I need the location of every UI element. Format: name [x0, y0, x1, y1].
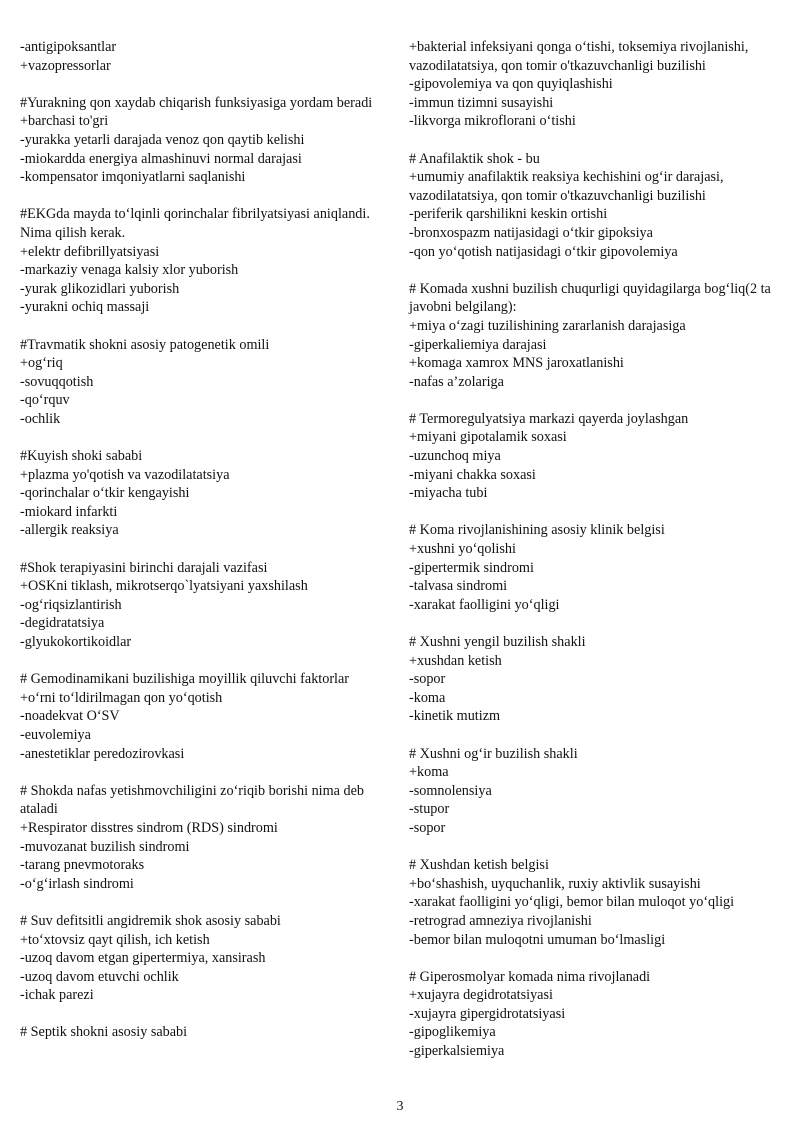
- wrong-answer: -muvozanat buzilish sindromi: [20, 838, 190, 855]
- wrong-answer: -qorinchalar o‘tkir kengayishi: [20, 485, 190, 502]
- question-text: # Koma rivojlanishining asosiy klinik belgisi: [409, 522, 665, 539]
- wrong-answer: -anestetiklar peredozirovkasi: [20, 745, 185, 762]
- left-column: [20, 38, 388, 1061]
- wrong-answer: -miyani chakka soxasi: [409, 466, 536, 483]
- question-text: #Kuyish shoki sababi: [20, 448, 143, 465]
- question-text: # Xushni og‘ir buzilish shakli: [409, 745, 578, 762]
- correct-answer: +to‘xtovsiz qayt qilish, ich ketish: [20, 931, 210, 948]
- question-block: [20, 782, 388, 894]
- wrong-answer: -kinetik mutizm: [409, 708, 501, 725]
- wrong-answer: -qo‘rquv: [20, 392, 70, 409]
- question-block: [409, 280, 789, 392]
- correct-answer: +og‘riq: [20, 355, 63, 372]
- wrong-answer: -bemor bilan muloqotni umuman bo‘lmasligi: [409, 931, 666, 948]
- correct-answer: +Respirator disstres sindrom (RDS) sindromi: [20, 819, 278, 836]
- question-text: # Xushni yengil buzilish shakli: [409, 634, 586, 650]
- question-text: # Giperosmolyar komada nima rivojlanadi: [409, 968, 651, 985]
- wrong-answer: -xarakat faolligini yo‘qligi: [409, 596, 560, 613]
- correct-answer: +xujayra degidrotatsiyasi: [409, 987, 553, 1004]
- wrong-answer: -sopor: [409, 819, 446, 836]
- wrong-answer: -ichak parezi: [20, 987, 94, 1004]
- wrong-answer: -noadekvat O‘SV: [20, 708, 120, 725]
- correct-answer: +OSKni tiklash, mikrotserqo`lyatsiyani yaxshilash: [20, 578, 308, 595]
- correct-answer: +bakterial infeksiyani qonga o‘tishi, toksemiya rivojlanishi, vazodilatatsiya, qon tomir o'tkazuvchanligi buzilishi: [409, 39, 749, 74]
- question-text: #Shok terapiyasini birinchi darajali vazifasi: [20, 559, 268, 576]
- question-block: [409, 633, 789, 726]
- question-text: # Xushdan ketish belgisi: [409, 857, 549, 874]
- question-block: [409, 410, 789, 503]
- question-block: [20, 38, 388, 75]
- correct-answer: +xushni yo‘qolishi: [409, 541, 516, 558]
- wrong-answer: -degidratatsiya: [20, 615, 105, 632]
- question-block: [20, 1023, 388, 1042]
- question-block: [409, 38, 789, 131]
- wrong-answer: -xarakat faolligini yo‘qligi, bemor bilan muloqot yo‘qligi: [409, 894, 735, 911]
- wrong-answer: -antigipoksantlar: [20, 39, 117, 55]
- wrong-answer: -miokard infarkti: [20, 503, 118, 520]
- question-block: [20, 912, 388, 1005]
- correct-answer: +xushdan ketish: [409, 652, 502, 669]
- question-block: [409, 150, 789, 262]
- correct-answer: +miyani gipotalamik soxasi: [409, 429, 567, 446]
- correct-answer: +komaga xamrox MNS jaroxatlanishi: [409, 355, 624, 372]
- wrong-answer: -ochlik: [20, 410, 61, 427]
- question-text: # Suv defitsitli angidremik shok asosiy sababi: [20, 912, 281, 929]
- question-block: [20, 94, 388, 187]
- wrong-answer: -yurakni ochiq massaji: [20, 299, 150, 316]
- wrong-answer: -miyacha tubi: [409, 485, 488, 502]
- wrong-answer: -allergik reaksiya: [20, 522, 119, 539]
- wrong-answer: -sovuqqotish: [20, 373, 94, 390]
- wrong-answer: -euvolemiya: [20, 726, 91, 743]
- wrong-answer: -periferik qarshilikni keskin ortishi: [409, 206, 608, 223]
- question-block: [20, 559, 388, 652]
- page-number: 3: [396, 1099, 404, 1114]
- correct-answer: +koma: [409, 764, 449, 781]
- wrong-answer: -gipovolemiya va qon quyiqlashishi: [409, 76, 613, 93]
- wrong-answer: -o‘g‘irlash sindromi: [20, 875, 134, 892]
- wrong-answer: -sopor: [409, 671, 446, 688]
- wrong-answer: -qon yo‘qotish natijasidagi o‘tkir gipovolemiya: [409, 243, 678, 260]
- question-text: # Gemodinamikani buzilishiga moyillik qiluvchi faktorlar: [20, 671, 350, 688]
- wrong-answer: -nafas a’zolariga: [409, 373, 504, 390]
- correct-answer: +elektr defibrillyatsiyasi: [20, 243, 160, 260]
- question-block: [20, 205, 388, 317]
- wrong-answer: -glyukokortikoidlar: [20, 634, 132, 650]
- wrong-answer: -uzoq davom etuvchi ochlik: [20, 968, 179, 985]
- wrong-answer: -tarang pnevmotoraks: [20, 857, 145, 874]
- right-column: [409, 38, 789, 1079]
- correct-answer: +barchasi to'gri: [20, 113, 109, 130]
- correct-answer: +miya o‘zagi tuzilishining zararlanish darajasiga: [409, 317, 686, 334]
- question-block: [409, 521, 789, 614]
- correct-answer: +vazopressorlar: [20, 57, 111, 74]
- question-text: # Shokda nafas yetishmovchiligini zo‘riqib borishi nima deb ataladi: [20, 782, 364, 818]
- wrong-answer: -uzoq davom etgan gipertermiya, xansirash: [20, 950, 266, 967]
- question-block: [20, 447, 388, 540]
- question-block: [409, 968, 789, 1061]
- wrong-answer: -gipoglikemiya: [409, 1024, 496, 1041]
- wrong-answer: -talvasa sindromi: [409, 578, 508, 595]
- correct-answer: +plazma yo'qotish va vazodilatatsiya: [20, 466, 230, 483]
- wrong-answer: -kompensator imqoniyatlarni saqlanishi: [20, 169, 246, 186]
- wrong-answer: -yurakka yetarli darajada venoz qon qaytib kelishi: [20, 131, 305, 148]
- question-text: # Komada xushni buzilish chuqurligi quyidagilarga bog‘liq(2 ta javobni belgilang):: [409, 280, 771, 316]
- question-text: # Termoregulyatsiya markazi qayerda joylashgan: [409, 410, 689, 427]
- wrong-answer: -bronxospazm natijasidagi o‘tkir gipoksiya: [409, 224, 653, 241]
- question-block: [20, 670, 388, 763]
- wrong-answer: -giperkaliemiya darajasi: [409, 336, 547, 353]
- wrong-answer: -likvorga mikroflorani o‘tishi: [409, 113, 576, 130]
- wrong-answer: -xujayra gipergidrotatsiyasi: [409, 1005, 566, 1022]
- correct-answer: +bo‘shashish, uyquchanlik, ruxiy aktivlik susayishi: [409, 875, 701, 892]
- wrong-answer: -giperkalsiemiya: [409, 1043, 505, 1060]
- question-text: #Yurakning qon xaydab chiqarish funksiyasiga yordam beradi: [20, 94, 373, 111]
- question-text: # Septik shokni asosiy sababi: [20, 1024, 188, 1041]
- wrong-answer: -uzunchoq miya: [409, 448, 501, 465]
- correct-answer: +o‘rni to‘ldirilmagan qon yo‘qotish: [20, 689, 223, 706]
- wrong-answer: -stupor: [409, 801, 450, 818]
- wrong-answer: -somnolensiya: [409, 782, 492, 799]
- wrong-answer: -koma: [409, 689, 446, 706]
- wrong-answer: -gipertermik sindromi: [409, 559, 534, 576]
- wrong-answer: -markaziy venaga kalsiy xlor yuborish: [20, 262, 239, 279]
- wrong-answer: -yurak glikozidlari yuborish: [20, 280, 180, 297]
- correct-answer: +umumiy anafilaktik reaksiya kechishini og‘ir darajasi, vazodilatatsiya, qon tomir o'tkazuvchanligi buzilishi: [409, 169, 724, 204]
- wrong-answer: -og‘riqsizlantirish: [20, 596, 122, 613]
- question-block: [20, 336, 388, 429]
- question-text: #Travmatik shokni asosiy patogenetik omili: [20, 336, 270, 353]
- question-block: [409, 856, 789, 949]
- question-text: #EKGda mayda to‘lqinli qorinchalar fibrilyatsiyasi aniqlandi. Nima qilish kerak.: [20, 206, 370, 241]
- wrong-answer: -immun tizimni susayishi: [409, 94, 554, 111]
- question-text: # Anafilaktik shok - bu: [409, 150, 540, 167]
- wrong-answer: -miokardda energiya almashinuvi normal darajasi: [20, 150, 302, 167]
- wrong-answer: -retrograd amneziya rivojlanishi: [409, 912, 592, 929]
- question-block: [409, 745, 789, 838]
